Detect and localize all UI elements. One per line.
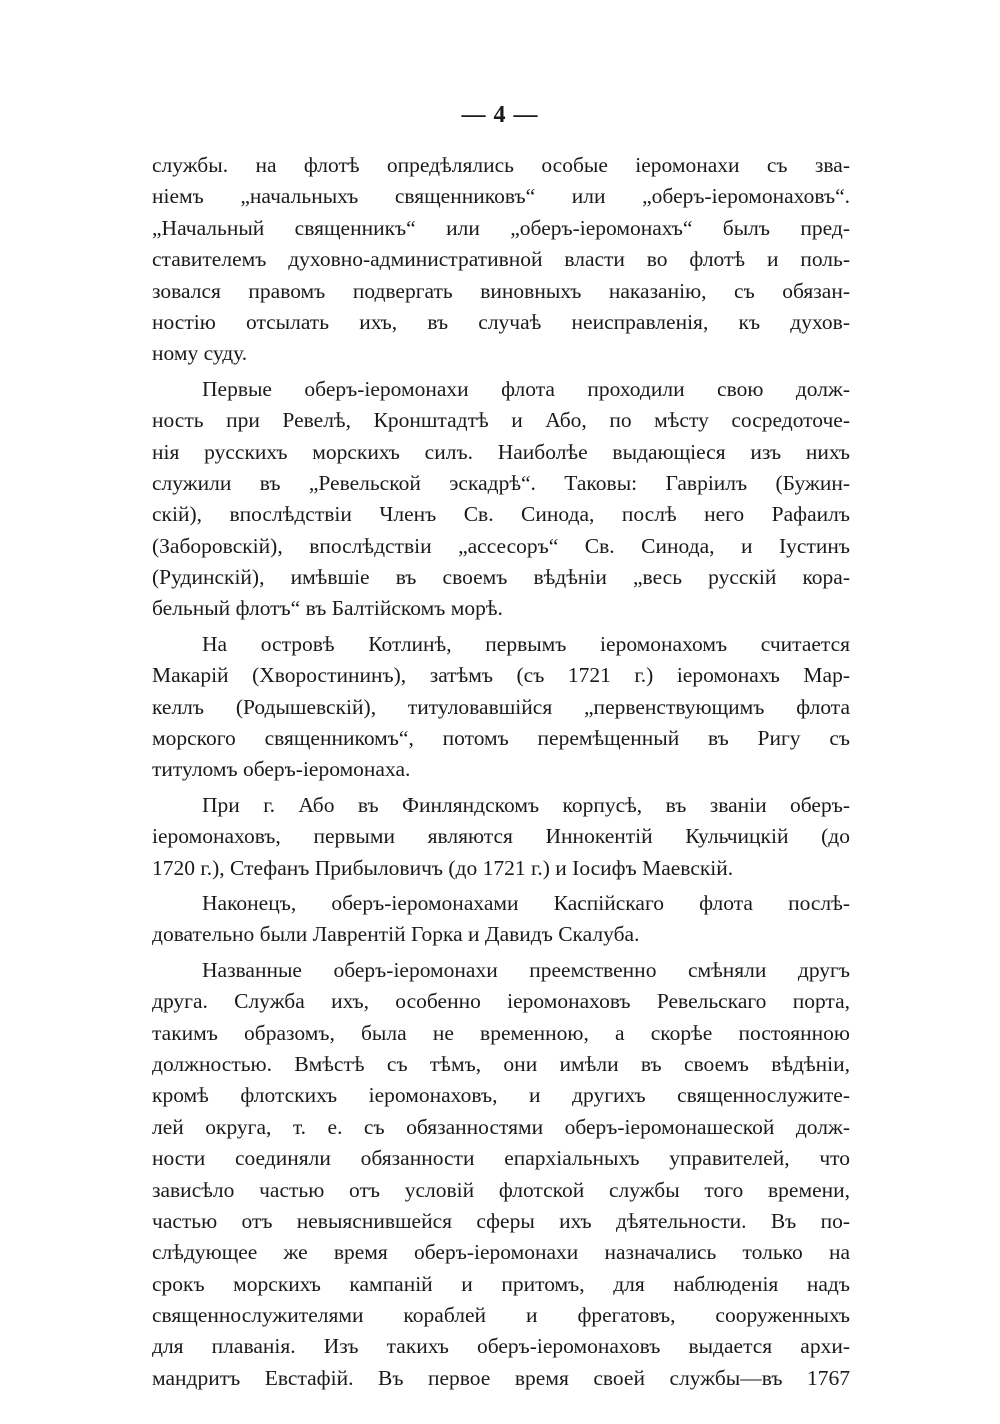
text-line: келлъ (Родышевскій), титуловавшійся „первенствующимъ флота	[152, 694, 850, 719]
text-line: кромѣ флотскихъ іеромонаховъ, и другихъ священнослужите-	[152, 1083, 850, 1108]
page-number: — 4 —	[461, 102, 539, 128]
paragraph	[152, 955, 850, 1394]
text-line: (Рудинскій), имѣвшіе въ своемъ вѣдѣніи „весь русскій кора-	[152, 565, 850, 590]
paragraph	[152, 790, 850, 884]
text-line: (Заборовскій), впослѣдствіи „ассесоръ“ Св. Синода, и Іустинъ	[152, 533, 850, 558]
text-line: службы. на флотѣ опредѣлялись особые іеромонахи съ зва-	[152, 153, 850, 177]
text-line: ніемъ „начальныхъ священниковъ“ или „оберъ-іеромонаховъ“.	[152, 184, 850, 209]
page-text	[152, 150, 850, 1394]
text-line: бельный флотъ“ въ Балтійскомъ морѣ.	[152, 596, 503, 621]
text-line: іеромонаховъ, первыми являются Иннокентій Кульчицкій (до	[152, 824, 850, 849]
text-line: титуломъ оберъ-іеромонаха.	[152, 757, 411, 782]
text-line: мандритъ Евстафій. Въ первое время своей службы—въ 1767	[152, 1365, 850, 1390]
text-line: ставителемъ духовно-административной власти во флотѣ и поль-	[152, 247, 850, 272]
text-line: ностію отсылать ихъ, въ случаѣ неисправленія, къ духов-	[152, 309, 850, 334]
text-line: должностью. Вмѣстѣ съ тѣмъ, они имѣли въ своемъ вѣдѣніи,	[152, 1051, 850, 1076]
text-line: зовался правомъ подвергать виновныхъ наказанію, съ обязан-	[152, 278, 850, 303]
text-line: нія русскихъ морскихъ силъ. Наиболѣе выдающіеся изъ нихъ	[152, 439, 850, 464]
text-line: При г. Або въ Финляндскомъ корпусѣ, въ званіи оберъ-	[202, 792, 850, 817]
paragraph	[152, 888, 850, 951]
text-line: 1720 г.), Стефанъ Прибыловичъ (до 1721 г.) и Іосифъ Маевскій.	[152, 855, 734, 880]
text-line: слѣдующее же время оберъ-іеромонахи назначались только на	[152, 1240, 850, 1265]
text-line: друга. Служба ихъ, особенно іеромонаховъ Ревельскаго порта,	[152, 989, 850, 1014]
text-line: Первые оберъ-іеромонахи флота проходили свою долж-	[202, 376, 850, 401]
text-line: морского священникомъ“, потомъ перемѣщенный въ Ригу съ	[152, 726, 850, 751]
text-line: ному суду.	[152, 341, 248, 366]
text-line: ности соединяли обязанности епархіальныхъ управителей, что	[152, 1146, 850, 1171]
text-line: Названные оберъ-іеромонахи преемственно смѣняли другъ	[202, 957, 850, 982]
text-line: срокъ морскихъ кампаній и притомъ, для наблюденія надъ	[152, 1271, 850, 1296]
text-line: довательно были Лаврентій Горка и Давидъ Скалуба.	[152, 922, 640, 947]
text-line: для плаванія. Изъ такихъ оберъ-іеромонаховъ выдается архи-	[152, 1334, 850, 1359]
text-line: зависѣло частью отъ условій флотской службы того времени,	[152, 1177, 850, 1202]
text-line: На островѣ Котлинѣ, первымъ іеромонахомъ считается	[202, 631, 850, 656]
text-line: служили въ „Ревельской эскадрѣ“. Таковы: Гавріилъ (Бужин-	[152, 470, 850, 495]
text-line: скій), впослѣдствіи Членъ Св. Синода, послѣ него Рафаилъ	[152, 502, 850, 527]
paragraph	[152, 374, 850, 625]
text-line: „Начальный священникъ“ или „оберъ-іеромонахъ“ былъ пред-	[152, 215, 850, 240]
text-line: такимъ образомъ, была не временною, а скорѣе постоянною	[152, 1020, 850, 1045]
text-line: Макарій (Хворостининъ), затѣмъ (съ 1721 г.) іеромонахъ Мар-	[152, 663, 850, 688]
text-line: лей округа, т. е. съ обязанностями оберъ-іеромонашеской долж-	[152, 1114, 850, 1139]
text-line: Наконецъ, оберъ-іеромонахами Каспійскаго флота послѣ-	[202, 890, 850, 915]
paragraph	[152, 629, 850, 786]
text-line: частью отъ невыяснившейся сферы ихъ дѣятельности. Въ по-	[152, 1208, 850, 1233]
text-line: священнослужителями кораблей и фрегатовъ, сооруженныхъ	[152, 1303, 850, 1328]
text-line: ность при Ревелѣ, Кронштадтѣ и Або, по мѣсту сосредоточе-	[152, 408, 850, 433]
paragraph	[152, 150, 850, 370]
